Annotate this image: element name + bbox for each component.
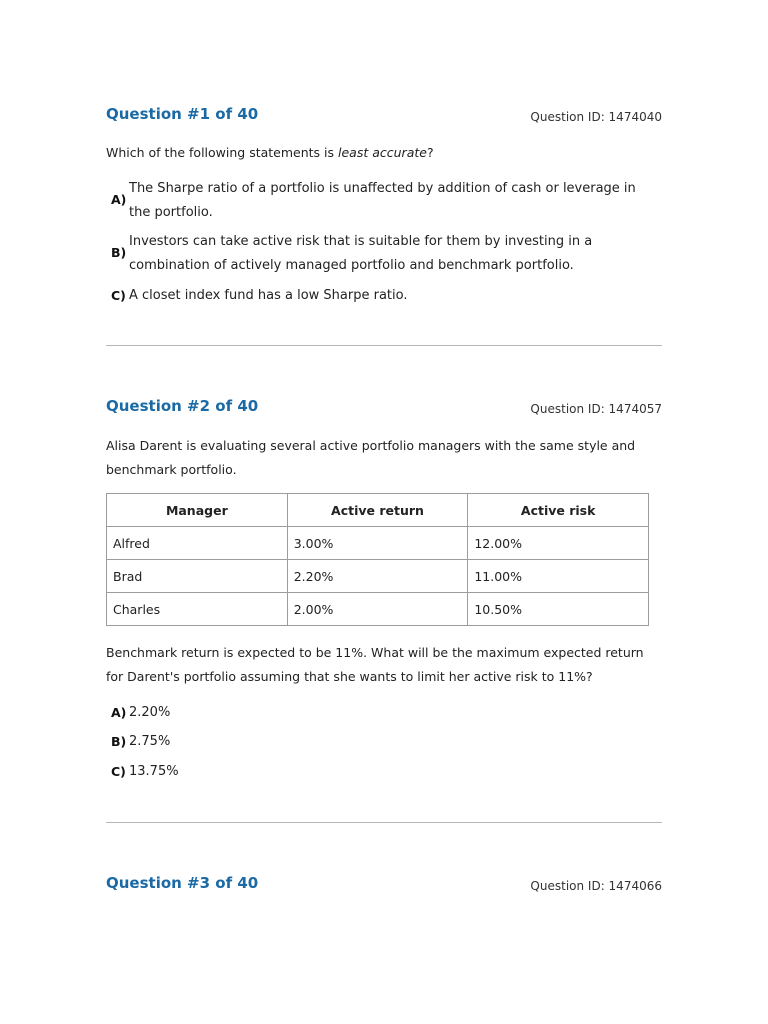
question-2-stem: Alisa Darent is evaluating several active portfolio managers with the same style and benchmark portfolio.: [106, 438, 636, 477]
question-divider: [106, 345, 662, 346]
question-3-title: Question #3 of 40: [106, 874, 259, 892]
manager-table: [106, 493, 649, 626]
option-text: Investors can take active risk that is suitable for them by investing in a combination of actively managed portfolio and benchmark portfolio.: [129, 234, 593, 273]
question-2-title: Question #2 of 40: [106, 397, 259, 415]
table-header-row: [107, 494, 649, 527]
option-letter: A): [111, 705, 127, 720]
option-letter: C): [111, 288, 126, 303]
table-cell: 11.00%: [468, 560, 649, 593]
table-header-cell: Manager: [107, 494, 288, 527]
question-3-id: Question ID: 1474066: [530, 879, 662, 893]
table-cell: Alfred: [107, 527, 288, 560]
table-cell: Brad: [107, 560, 288, 593]
question-2-header: [106, 397, 662, 421]
question-1-stem-text: Which of the following statements is: [106, 145, 339, 160]
table-cell: 2.20%: [287, 560, 468, 593]
question-2-stem-continued: Benchmark return is expected to be 11%. What will be the maximum expected return for Darent's portfolio assuming that she wants to limit her active risk to 11%?: [106, 645, 644, 684]
table-cell: 3.00%: [287, 527, 468, 560]
question-3-header: [106, 874, 662, 898]
question-2-id: Question ID: 1474057: [530, 402, 662, 416]
question-1-stem-end: ?: [426, 145, 434, 160]
table-cell: Charles: [107, 593, 288, 626]
option-letter: C): [111, 764, 126, 779]
option-text: 2.20%: [129, 705, 171, 720]
option-letter: B): [111, 734, 127, 749]
question-1-title: Question #1 of 40: [106, 105, 259, 123]
option-text: 2.75%: [129, 734, 171, 749]
question-1-stem: [106, 141, 654, 165]
option-letter: B): [111, 245, 127, 260]
option-text: 13.75%: [129, 764, 179, 779]
table-cell: 10.50%: [468, 593, 649, 626]
table-row: [107, 527, 649, 560]
table-header-cell: Active risk: [468, 494, 649, 527]
option-letter: A): [111, 192, 127, 207]
question-1-stem-emphasis: least accurate: [338, 145, 427, 160]
table-cell: 12.00%: [468, 527, 649, 560]
table-header-cell: Active return: [287, 494, 468, 527]
option-text: The Sharpe ratio of a portfolio is unaffected by addition of cash or leverage in the portfolio.: [129, 181, 636, 220]
question-divider: [106, 822, 662, 823]
question-1-id: Question ID: 1474040: [530, 110, 662, 124]
option-text: A closet index fund has a low Sharpe ratio.: [129, 288, 408, 303]
question-1-header: [106, 105, 662, 129]
table-row: [107, 593, 649, 626]
table-row: [107, 560, 649, 593]
table-cell: 2.00%: [287, 593, 468, 626]
